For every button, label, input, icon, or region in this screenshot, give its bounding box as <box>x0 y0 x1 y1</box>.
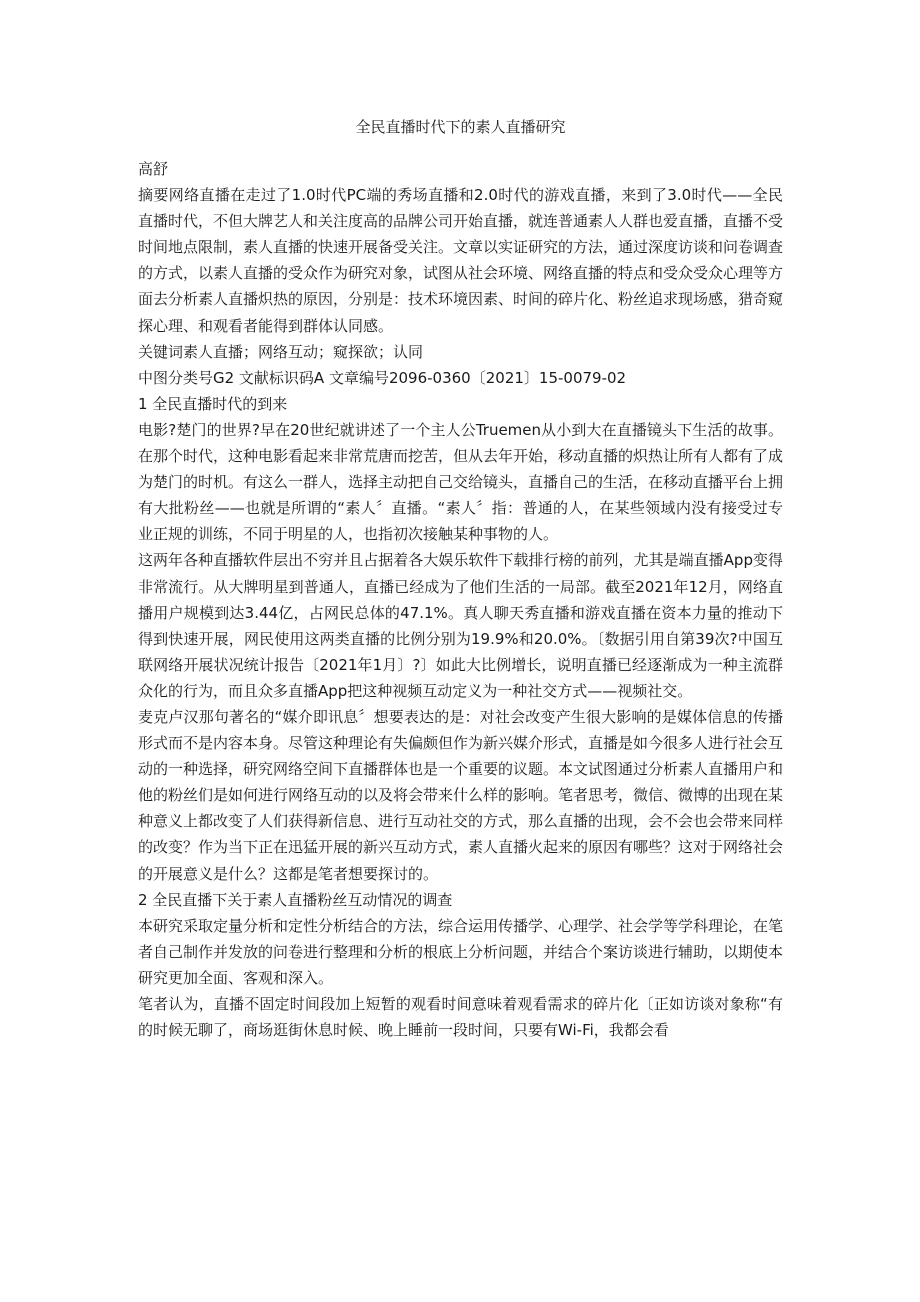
keywords-line: 关键词素人直播；网络互动；窥探欲；认同 <box>138 342 424 361</box>
page-title: 全民直播时代下的素人直播研究 <box>355 118 566 136</box>
section-1-paragraph-3: 麦克卢汉那句著名的“媒介即讯息〞想要表达的是：对社会改变产生很大影响的是媒体信息的传播形式而不是内容本身。尽管这种理论有失偏颇但作为新兴媒介形式，直播是如今很多人进行社会互动的一种选择，研究网络空间下直播群体也是一个重要的议题。本文试图通过分析素人直播用户和他的粉丝们是如何进行网络互动的以及将会带来什么样的影响。笔者思考，微信、微博的出现在某种意义上都改变了人们获得新信息、进行互动社交的方式，那么直播的出现，会不会也会带来同样的改变？作为当下正在迅猛开展的新兴互动方式，素人直播火起来的原因有哪些？这对于网络社会的开展意义是什么？这都是笔者想要探讨的。 <box>138 707 784 883</box>
section-2-paragraph-1: 本研究采取定量分析和定性分析结合的方法，综合运用传播学、心理学、社会学等学科理论，在笔者自己制作并发放的问卷进行整理和分析的根底上分析问题，并结合个案访谈进行辅助，以期使本研究更加全面、客观和深入。 <box>138 916 784 987</box>
abstract-paragraph: 摘要网络直播在走过了1.0时代PC端的秀场直播和2.0时代的游戏直播，来到了3.0时代——全民直播时代，不但大牌艺人和关注度高的品牌公司开始直播，就连普通素人人群也爱直播，直播不受时间地点限制，素人直播的快速开展备受关注。文章以实证研究的方法，通过深度访谈和问卷调查的方式，以素人直播的受众作为研究对象，试图从社会环境、网络直播的特点和受众受众心理等方面去分析素人直播炽热的原因，分别是：技术环境因素、时间的碎片化、粉丝追求现场感，猎奇窥探心理、和观看者能得到群体认同感。 <box>138 186 784 335</box>
classification-line: 中图分类号G2 文献标识码A 文章编号2096-0360〔2021〕15-0079-02 <box>138 368 627 387</box>
section-2-paragraph-2: 笔者认为，直播不固定时间段加上短暂的观看时间意味着观看需求的碎片化〔正如访谈对象称“有的时候无聊了，商场逛街休息时候、晚上睡前一段时间，只要有Wi-Fi，我都会看 <box>138 995 783 1040</box>
section-2-heading: 2 全民直播下关于素人直播粉丝互动情况的调查 <box>138 890 453 909</box>
section-1-paragraph-2: 这两年各种直播软件层出不穷并且占据着各大娱乐软件下载排行榜的前列，尤其是端直播App变得非常流行。从大牌明星到普通人，直播已经成为了他们生活的一局部。截至2021年12月，网络直播用户规模到达3.44亿，占网民总体的47.1%。真人聊天秀直播和游戏直播在资本力量的推动下得到快速开展，网民使用这两类直播的比例分别为19.9%和20.0%。〔数据引用自第39次?中国互联网络开展状况统计报告〔2021年1月〕?〕如此大比例增长，说明直播已经逐渐成为一种主流群众化的行为，而且众多直播App把这种视频互动定义为一种社交方式——视频社交。 <box>138 551 783 700</box>
document-body <box>138 156 783 1043</box>
section-1-paragraph-1: 电影?楚门的世界?早在20世纪就讲述了一个主人公Truemen从小到大在直播镜头下生活的故事。在那个时代，这种电影看起来非常荒唐而挖苦，但从去年开始，移动直播的炽热让所有人都有了成为楚门的时机。有这么一群人，选择主动把自己交给镜头，直播自己的生活，在移动直播平台上拥有大批粉丝——也就是所谓的“素人〞直播。“素人〞指：普通的人，在某些领域内没有接受过专业正规的训练，不同于明星的人，也指初次接触某种事物的人。 <box>138 420 784 544</box>
author-name: 高舒 <box>138 160 169 178</box>
section-1-heading: 1 全民直播时代的到来 <box>138 394 288 413</box>
